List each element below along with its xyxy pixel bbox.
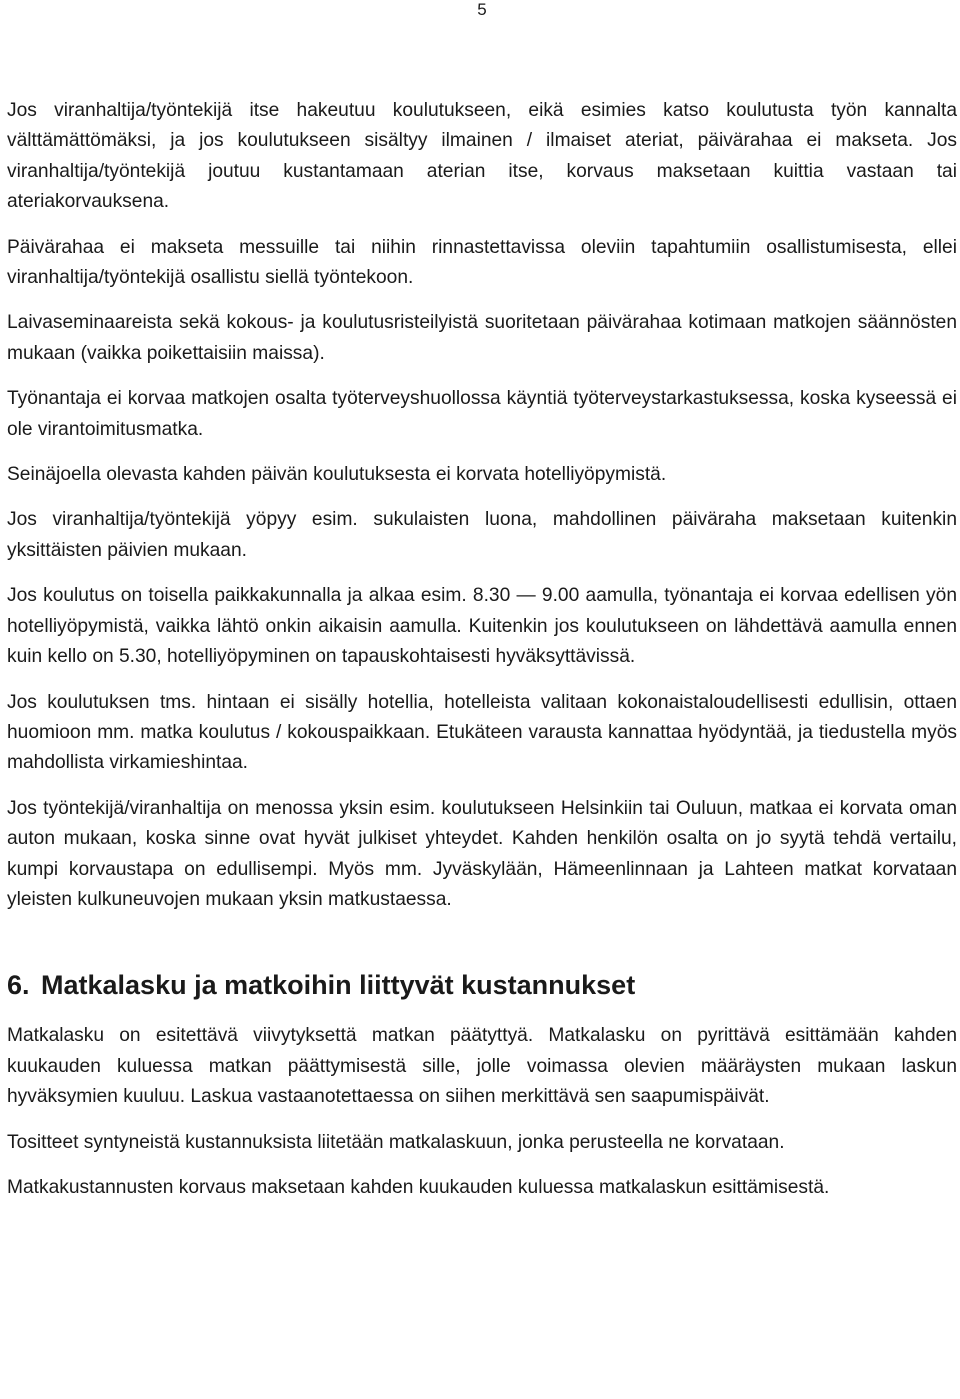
paragraph-self-enrolled-training-meals: Jos viranhaltija/työntekijä itse hakeutuu koulutukseen, eikä esimies katso koulutusta työn kannalta välttämättömäksi, ja jos koulutukseen sisältyy ilmainen / ilmaiset ateriat, päivärahaa ei makseta. Jos viranhaltija/työntekijä joutuu kustantamaan aterian itse, korvaus maksetaan kuittia vastaan tai ateriakorvauksena.	[7, 100, 957, 213]
paragraph-own-car-travel: Jos työntekijä/viranhaltija on menossa yksin esim. koulutukseen Helsinkiin tai Ouluun, matkaa ei korvata oman auton mukaan, koska sinne ovat hyvät julkiset yhteydet. Kahden henkilön osalta on jo syytä tehdä vertailu, kumpi korvaustapa on edullisempi. Myös mm. Jyväskylään, Hämeenlinnaan ja Lahteen matkat korvataan yleisten kulkuneuvojen mukaan yksin matkustaessa.	[7, 797, 957, 910]
section-number: 6.	[7, 970, 30, 1001]
section-heading	[7, 965, 957, 1005]
page-number: 5	[477, 0, 487, 19]
paragraph-reimbursement-payment: Matkakustannusten korvaus maksetaan kahden kuukauden kuluessa matkalaskun esittämisestä.	[7, 1176, 830, 1198]
paragraph-early-start-hotel: Jos koulutus on toisella paikkakunnalla ja alkaa esim. 8.30 — 9.00 aamulla, työnantaja ei korvaa edellisen yön hotelliyöpymistä, vaikka lähtö onkin aikaisin aamulla. Kuitenkin jos koulutukseen on lähdettävä aamulla ennen kuin kello on 5.30, hotelliyöpyminen on tapauskohtaisesti hyväksyttävissä.	[7, 585, 957, 668]
paragraph-seinajoki-training: Seinäjoella olevasta kahden päivän koulutuksesta ei korvata hotelliyöpymistä.	[7, 464, 667, 486]
paragraph-receipts: Tositteet syntyneistä kustannuksista liitetään matkalaskuun, jonka perusteella ne korvataan.	[7, 1131, 785, 1153]
paragraph-travel-invoice-deadline: Matkalasku on esitettävä viivytyksettä matkan päätyttyä. Matkalasku on pyrittävä esittämään kahden kuukauden kuluessa matkan päättymisestä sille, jolle voimassa olevien määräysten mukaan laskun hyväksymien kuuluu. Laskua vastaanotettaessa on siihen merkittävä sen saapumispäivät.	[7, 1025, 957, 1108]
paragraph-hotel-selection: Jos koulutuksen tms. hintaan ei sisälly hotellia, hotelleista valitaan kokonaistaloudellisesti edullisin, ottaen huomioon mm. matka koulutus / kokouspaikkaan. Etukäteen varausta kannattaa hyödyntää, ja tiedustella myös mahdollista virkamieshintaa.	[7, 691, 957, 774]
paragraph-fairs-allowance: Päivärahaa ei makseta messuille tai niihin rinnastettavissa oleviin tapahtumiin osallistumisesta, ellei viranhaltija/työntekijä osallistu siellä työntekoon.	[7, 236, 957, 289]
paragraph-ship-seminars: Laivaseminaareista sekä kokous- ja koulutusristeilyistä suoritetaan päivärahaa kotimaan matkojen säännösten mukaan (vaikka poikettaisiin maissa).	[7, 312, 957, 364]
document-body	[7, 96, 957, 1218]
paragraph-occupational-health: Työnantaja ei korvaa matkojen osalta työterveyshuollossa käyntiä työterveystarkastuksessa, koska kyseessä ei ole virantoimitusmatka.	[7, 388, 957, 440]
paragraph-staying-with-relatives: Jos viranhaltija/työntekijä yöpyy esim. sukulaisten luona, mahdollinen päiväraha maksetaan kuitenkin yksittäisten päivien mukaan.	[7, 509, 957, 561]
section-title: Matkalasku ja matkoihin liittyvät kustannukset	[41, 970, 636, 1001]
